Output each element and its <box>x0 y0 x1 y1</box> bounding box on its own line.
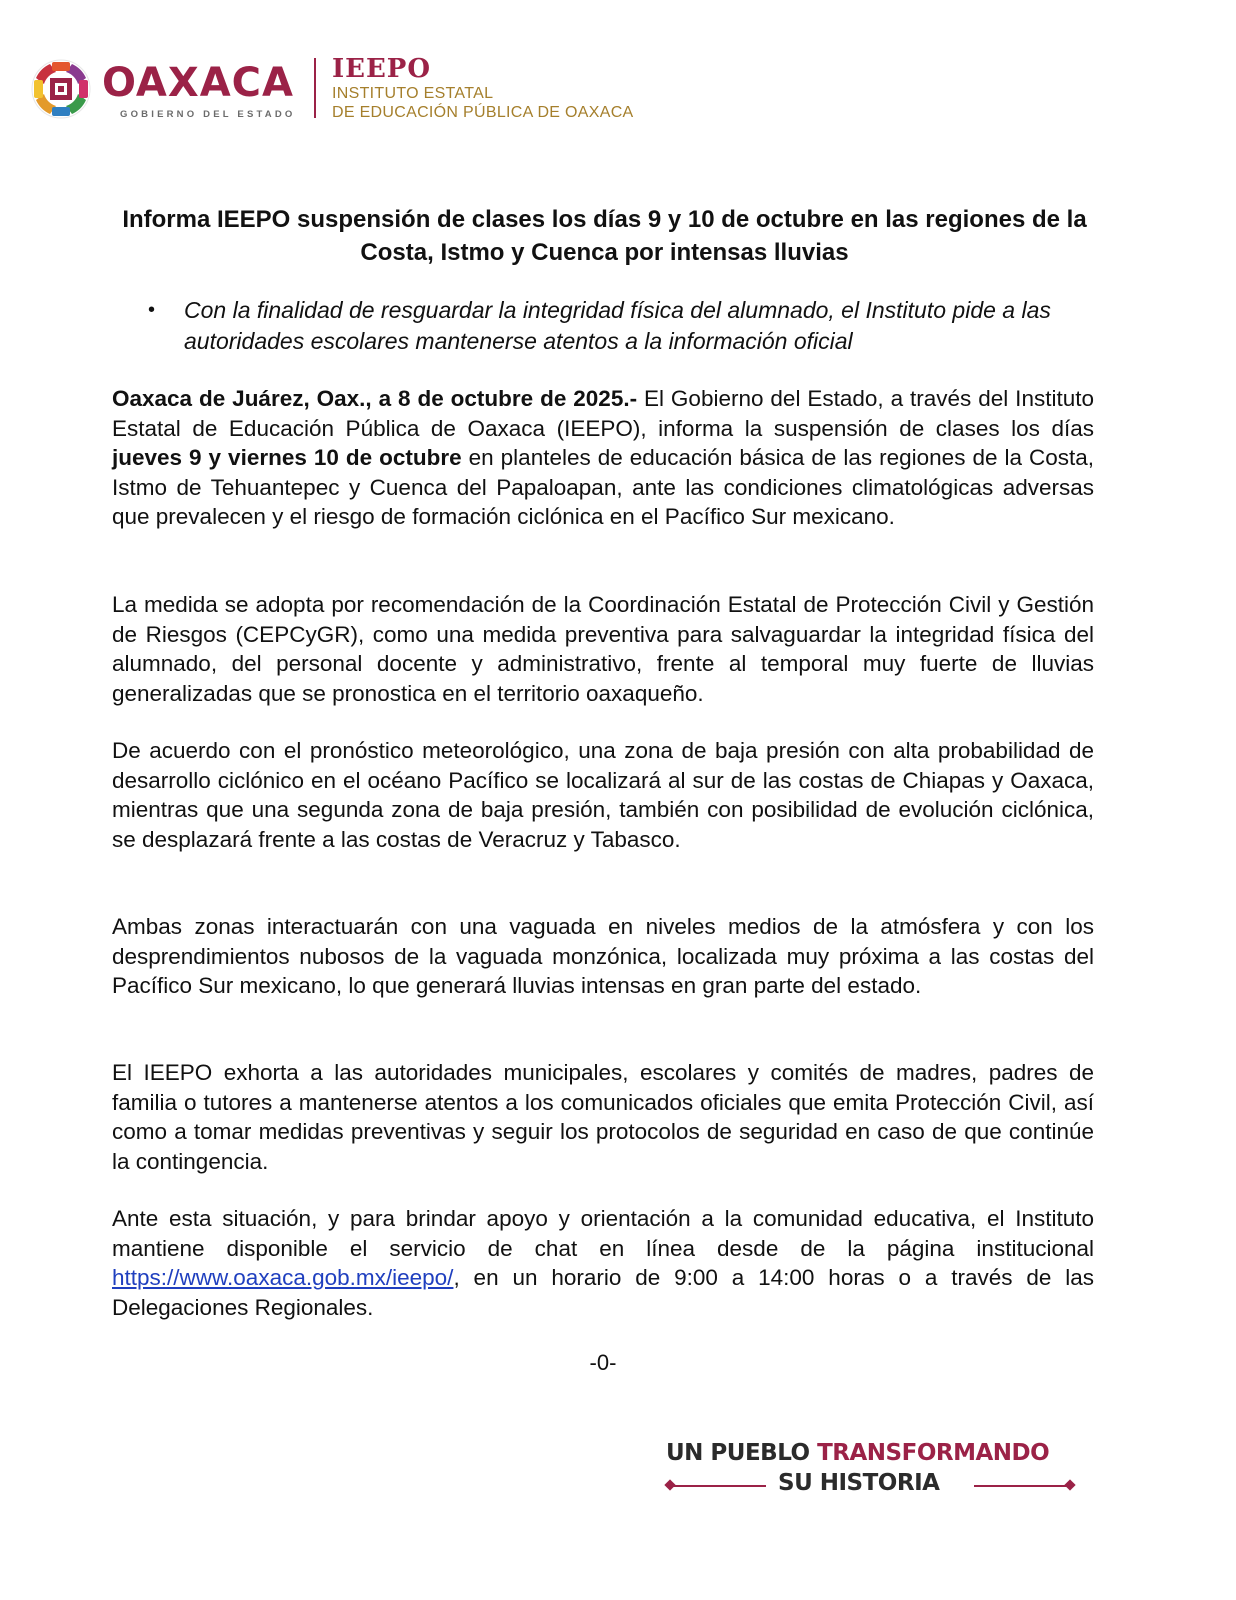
slogan-part-2: TRANSFORMANDO <box>817 1440 1050 1466</box>
dateline: Oaxaca de Juárez, Oax., a 8 de octubre de 2025.- <box>112 386 638 411</box>
closing-mark: -0- <box>589 1350 617 1375</box>
slogan-diamond-right-icon <box>1064 1479 1075 1490</box>
bullet-dot-icon: • <box>148 299 156 321</box>
press-release-title: Informa IEEPO suspensión de clases los días 9 y 10 de octubre en las regiones de la Costa, Istmo y Cuenca por intensas lluvias <box>122 206 1087 266</box>
oaxaca-state-emblem-icon <box>30 58 92 120</box>
paragraph-1 <box>112 384 1094 532</box>
slogan-part-1: UN PUEBLO <box>666 1440 818 1466</box>
slogan-line-2: SU HISTORIA <box>778 1470 940 1496</box>
letterhead <box>28 52 728 132</box>
slogan-diamond-left-icon <box>664 1479 675 1490</box>
paragraph-1-text-a: El Gobierno del Estado, a través del Instituto Estatal de Educación Pública de Oaxaca (IEEPO), informa la suspensión de clases los días <box>112 386 1094 441</box>
paragraph-3: De acuerdo con el pronóstico meteorológico, una zona de baja presión con alta probabilidad de desarrollo ciclónico en el océano Pacífico se localizará al sur de las costas de Chiapas y Oaxaca, mientras que una segunda zona de baja presión, también con posibilidad de evolución ciclónica, se desplazará frente a las costas de Veracruz y Tabasco. <box>112 738 1094 852</box>
state-name: OAXACA <box>102 60 294 106</box>
summary-bullet-item <box>148 295 1103 357</box>
institute-acronym: IEEPO <box>332 54 431 84</box>
ieepo-website-link[interactable]: https://www.oaxaca.gob.mx/ieepo/ <box>112 1265 454 1290</box>
paragraph-6 <box>112 1204 1094 1322</box>
slogan-line-1 <box>666 1440 1049 1466</box>
paragraph-6-text-b: , en un horario de 9:00 a 14:00 horas o a través de las Delegaciones Regionales. <box>112 1265 1094 1320</box>
slogan-rule-right <box>974 1485 1070 1487</box>
summary-bullet-text: Con la finalidad de resguardar la integridad física del alumnado, el Instituto pide a las autoridades escolares mantenerse atentos a la información oficial <box>184 297 1051 354</box>
institute-name-line2: DE EDUCACIÓN PÚBLICA DE OAXACA <box>332 104 634 121</box>
slogan-rule-left <box>670 1485 766 1487</box>
suspension-days: jueves 9 y viernes 10 de octubre <box>112 445 462 470</box>
header-divider <box>314 58 316 118</box>
state-subtitle: GOBIERNO DEL ESTADO <box>120 109 296 120</box>
paragraph-5: El IEEPO exhorta a las autoridades municipales, escolares y comités de madres, padres de familia o tutores a mantenerse atentos a los comunicados oficiales que emita Protección Civil, así como a tomar medidas preventivas y seguir los protocolos de seguridad en caso de que continúe la contingencia. <box>112 1060 1094 1174</box>
summary-bullets <box>148 295 1103 357</box>
paragraph-1-text-b: en planteles de educación básica de las regiones de la Costa, Istmo de Tehuantepec y Cuenca del Papaloapan, ante las condiciones climatológicas adversas que prevalecen y el riesgo de formación ciclónica en el Pacífico Sur mexicano. <box>112 445 1095 529</box>
footer-slogan <box>660 1440 1080 1510</box>
institute-name-line1: INSTITUTO ESTATAL <box>332 85 494 102</box>
paragraph-2: La medida se adopta por recomendación de la Coordinación Estatal de Protección Civil y Gestión de Riesgos (CEPCyGR), como una medida preventiva para salvaguardar la integridad física del alumnado, del personal docente y administrativo, frente al temporal muy fuerte de lluvias generalizadas que se pronostica en el territorio oaxaqueño. <box>112 592 1094 706</box>
paragraph-4: Ambas zonas interactuarán con una vaguada en niveles medios de la atmósfera y con los desprendimientos nubosos de la vaguada monzónica, localizada muy próxima a las costas del Pacífico Sur mexicano, lo que generará lluvias intensas en gran parte del estado. <box>112 914 1094 998</box>
paragraph-6-text-a: Ante esta situación, y para brindar apoyo y orientación a la comunidad educativa, el Instituto mantiene disponible el servicio de chat en línea desde de la página institucional <box>112 1206 1094 1261</box>
